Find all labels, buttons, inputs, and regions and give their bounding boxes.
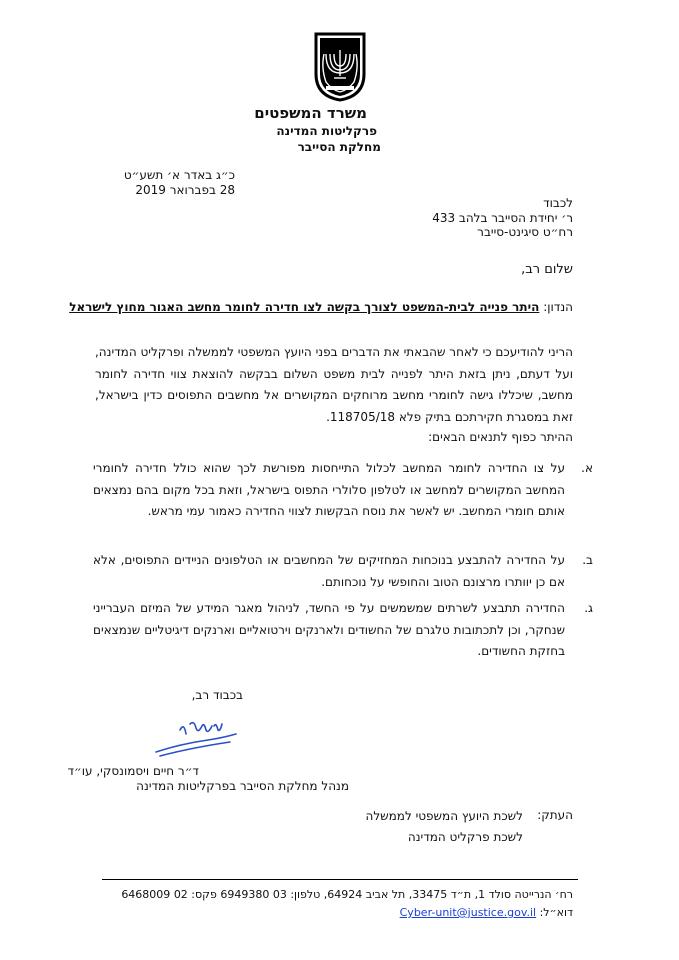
copy-recipient: לשכת פרקליט המדינה: [407, 830, 523, 844]
condition-marker: א.: [581, 461, 593, 475]
condition-text: החדירה תתבצע לשרתים שמשמשים על פי החשד, לניהול מאגר המידע של המיזם העברייני שנחקר, וכן לתכתובות טלגרם של החשודים ולארנקים וירטואליים וארנקים דיגיטליים שנמצאים בחזקת החשודים.: [93, 601, 565, 658]
subject-label: הנדון:: [543, 300, 573, 314]
state-emblem-icon: [312, 30, 368, 102]
ministry-name: משרד המשפטים: [254, 104, 367, 122]
copies-label: העתק:: [537, 808, 573, 822]
conditions-intro: ההיתר כפוף לתנאים הבאים:: [428, 430, 573, 444]
recipient-block: [432, 196, 573, 240]
recipient-name: ר׳ יחידת הסייבר בלהב 433: [432, 210, 573, 225]
condition-item: [93, 458, 593, 523]
handwritten-signature: [150, 716, 240, 760]
condition-item: [93, 598, 593, 663]
signer-name: ד״ר חיים ויסמונסקי, עו״ד: [67, 764, 199, 778]
date-gregorian: 28 בפברואר 2019: [135, 183, 235, 197]
copies-list: [365, 806, 523, 848]
footer-address: רח׳ הנרייטה סולד 1, ת״ד 33475, תל אביב 64924, טלפון: 03 6949380 פקס: 02 6468009: [121, 888, 573, 901]
condition-marker: ב.: [582, 553, 593, 567]
body-paragraph: הריני להודיעכם כי לאחר שהבאתי את הדברים בפני היועץ המשפטי לממשלה ופרקליט המדינה, ועל דעתם, ניתן בזאת היתר לפנייה לבית משפט השלום בבקשה להוצאת צווי חדירה לחומר מחשב, שיכללו גישה לחומרי מחשב מרוחקים המקושרים אל מחשבים התפוסים כדין בישראל, זאת במסגרת חקירתכם בתיק פלא 118705/18.: [94, 345, 573, 424]
office-name: פרקליטות המדינה: [276, 124, 377, 138]
footer-email-link[interactable]: Cyber-unit@justice.gov.il: [399, 906, 537, 919]
department-name: מחלקת הסייבר: [297, 140, 381, 154]
letter-date: [124, 168, 235, 198]
copy-recipient: לשכת היועץ המשפטי לממשלה: [365, 809, 523, 823]
recipient-salutation: לכבוד: [543, 196, 573, 210]
footer-email-label: דוא״ל:: [539, 906, 573, 919]
condition-text: על צו החדירה לחומר המחשב לכלול התייחסות מפורשת לכך שהוא כולל חדירה לחומרי המחשב המקושרים למחשב או לטלפון סלולרי התפוס בישראל, וזאת בכל מקום בהם נמצאים אותם חומרי המחשב. יש לאשר את נוסח הבקשות לצווי החדירה כאמור עמי מראש.: [93, 461, 565, 518]
subject-text: היתר פנייה לבית-המשפט לצורך בקשה לצו חדירה לחומר מחשב האגור מחוץ לישראל: [69, 300, 540, 314]
date-hebrew: כ״ג באדר א׳ תשע״ט: [123, 168, 235, 182]
condition-item: [93, 550, 593, 593]
condition-text: על החדירה להתבצע בנוכחות המחזיקים של המחשבים או הטלפונים הניידים התפוסים, אלא אם כן יוותרו מרצונם הטוב והחופשי על נוכחותם.: [93, 553, 565, 589]
footer-email-line: [400, 906, 573, 919]
closing: בכבוד רב,: [191, 688, 243, 702]
condition-marker: ג.: [584, 601, 593, 615]
recipient-title: רח״ט סיגינט-סייבר: [477, 225, 573, 239]
footer-divider: [102, 879, 578, 880]
subject-line: [69, 300, 573, 314]
greeting: שלום רב,: [521, 262, 573, 277]
signer-role: מנהל מחלקת הסייבר בפרקליטות המדינה: [136, 779, 349, 793]
